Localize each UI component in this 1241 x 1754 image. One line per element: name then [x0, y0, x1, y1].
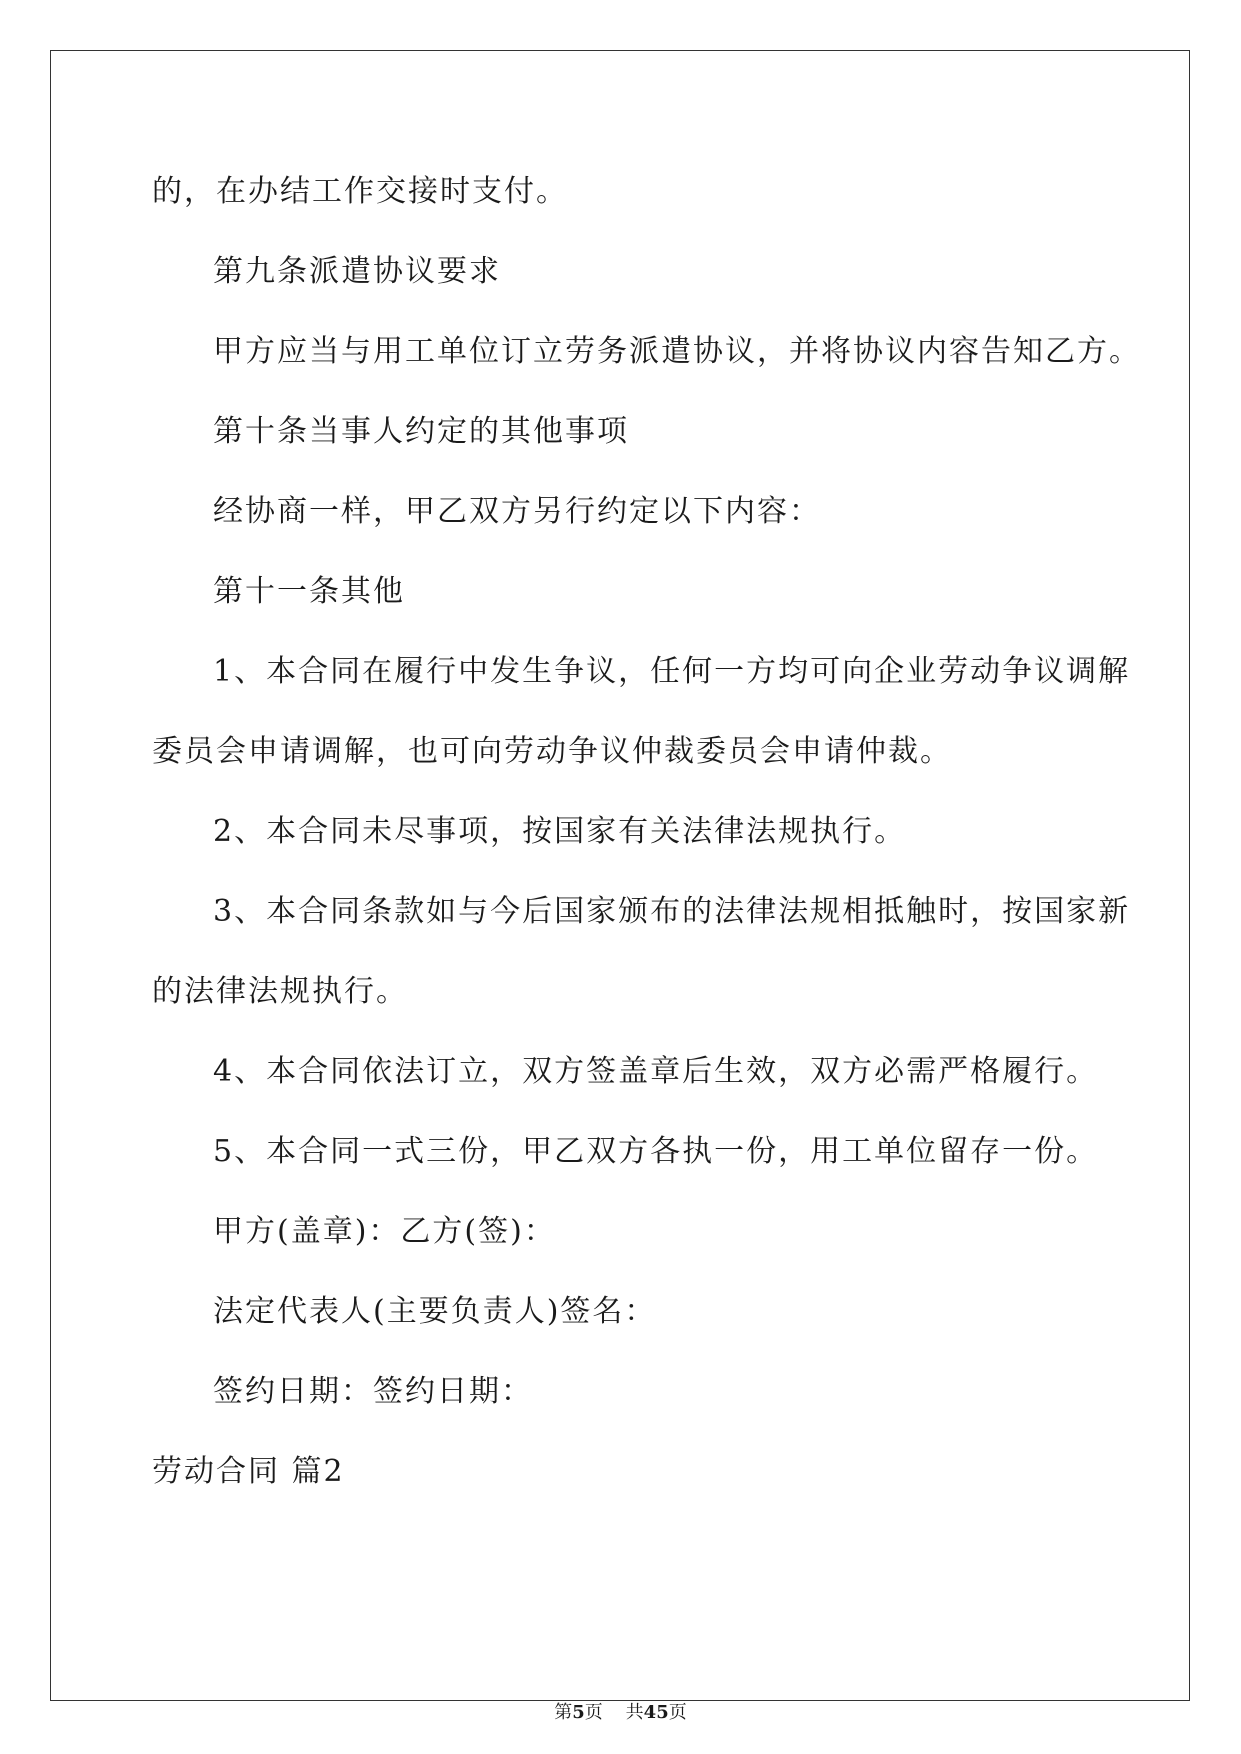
body-text-line: 甲方应当与用工单位订立劳务派遣协议，并将协议内容告知乙方。 — [213, 334, 1141, 369]
article-heading: 第九条派遣协议要求 — [213, 254, 501, 289]
clause-item: 1、本合同在履行中发生争议，任何一方均可向企业劳动争议调解 — [213, 654, 1131, 689]
clause-item: 4、本合同依法订立，双方签盖章后生效，双方必需严格履行。 — [213, 1054, 1099, 1089]
body-text-line: 的，在办结工作交接时支付。 — [152, 174, 568, 209]
article-heading: 第十一条其他 — [213, 574, 405, 609]
body-text-line: 委员会申请调解，也可向劳动争议仲裁委员会申请仲裁。 — [152, 734, 952, 769]
footer-page-suffix: 页 — [584, 1702, 603, 1723]
clause-item: 5、本合同一式三份，甲乙双方各执一份，用工单位留存一份。 — [213, 1134, 1099, 1169]
section-title: 劳动合同 篇2 — [152, 1454, 345, 1489]
article-heading: 第十条当事人约定的其他事项 — [213, 414, 629, 449]
body-text-line: 经协商一样，甲乙双方另行约定以下内容： — [213, 494, 821, 529]
clause-item: 2、本合同未尽事项，按国家有关法律法规执行。 — [213, 814, 907, 849]
signature-line: 签约日期：签约日期： — [213, 1374, 533, 1409]
clause-item: 3、本合同条款如与今后国家颁布的法律法规相抵触时，按国家新 — [213, 894, 1131, 929]
footer-total-suffix: 页 — [668, 1702, 687, 1723]
current-page-number: 5 — [572, 1702, 585, 1723]
footer-total-prefix: 共 — [625, 1702, 644, 1723]
total-pages-number: 45 — [643, 1702, 669, 1723]
signature-line: 法定代表人(主要负责人)签名： — [213, 1294, 657, 1329]
page-footer — [0, 1700, 1241, 1726]
footer-prefix: 第 — [554, 1702, 573, 1723]
body-text-line: 的法律法规执行。 — [152, 974, 408, 1009]
signature-line: 甲方(盖章)：乙方(签)： — [213, 1214, 556, 1249]
